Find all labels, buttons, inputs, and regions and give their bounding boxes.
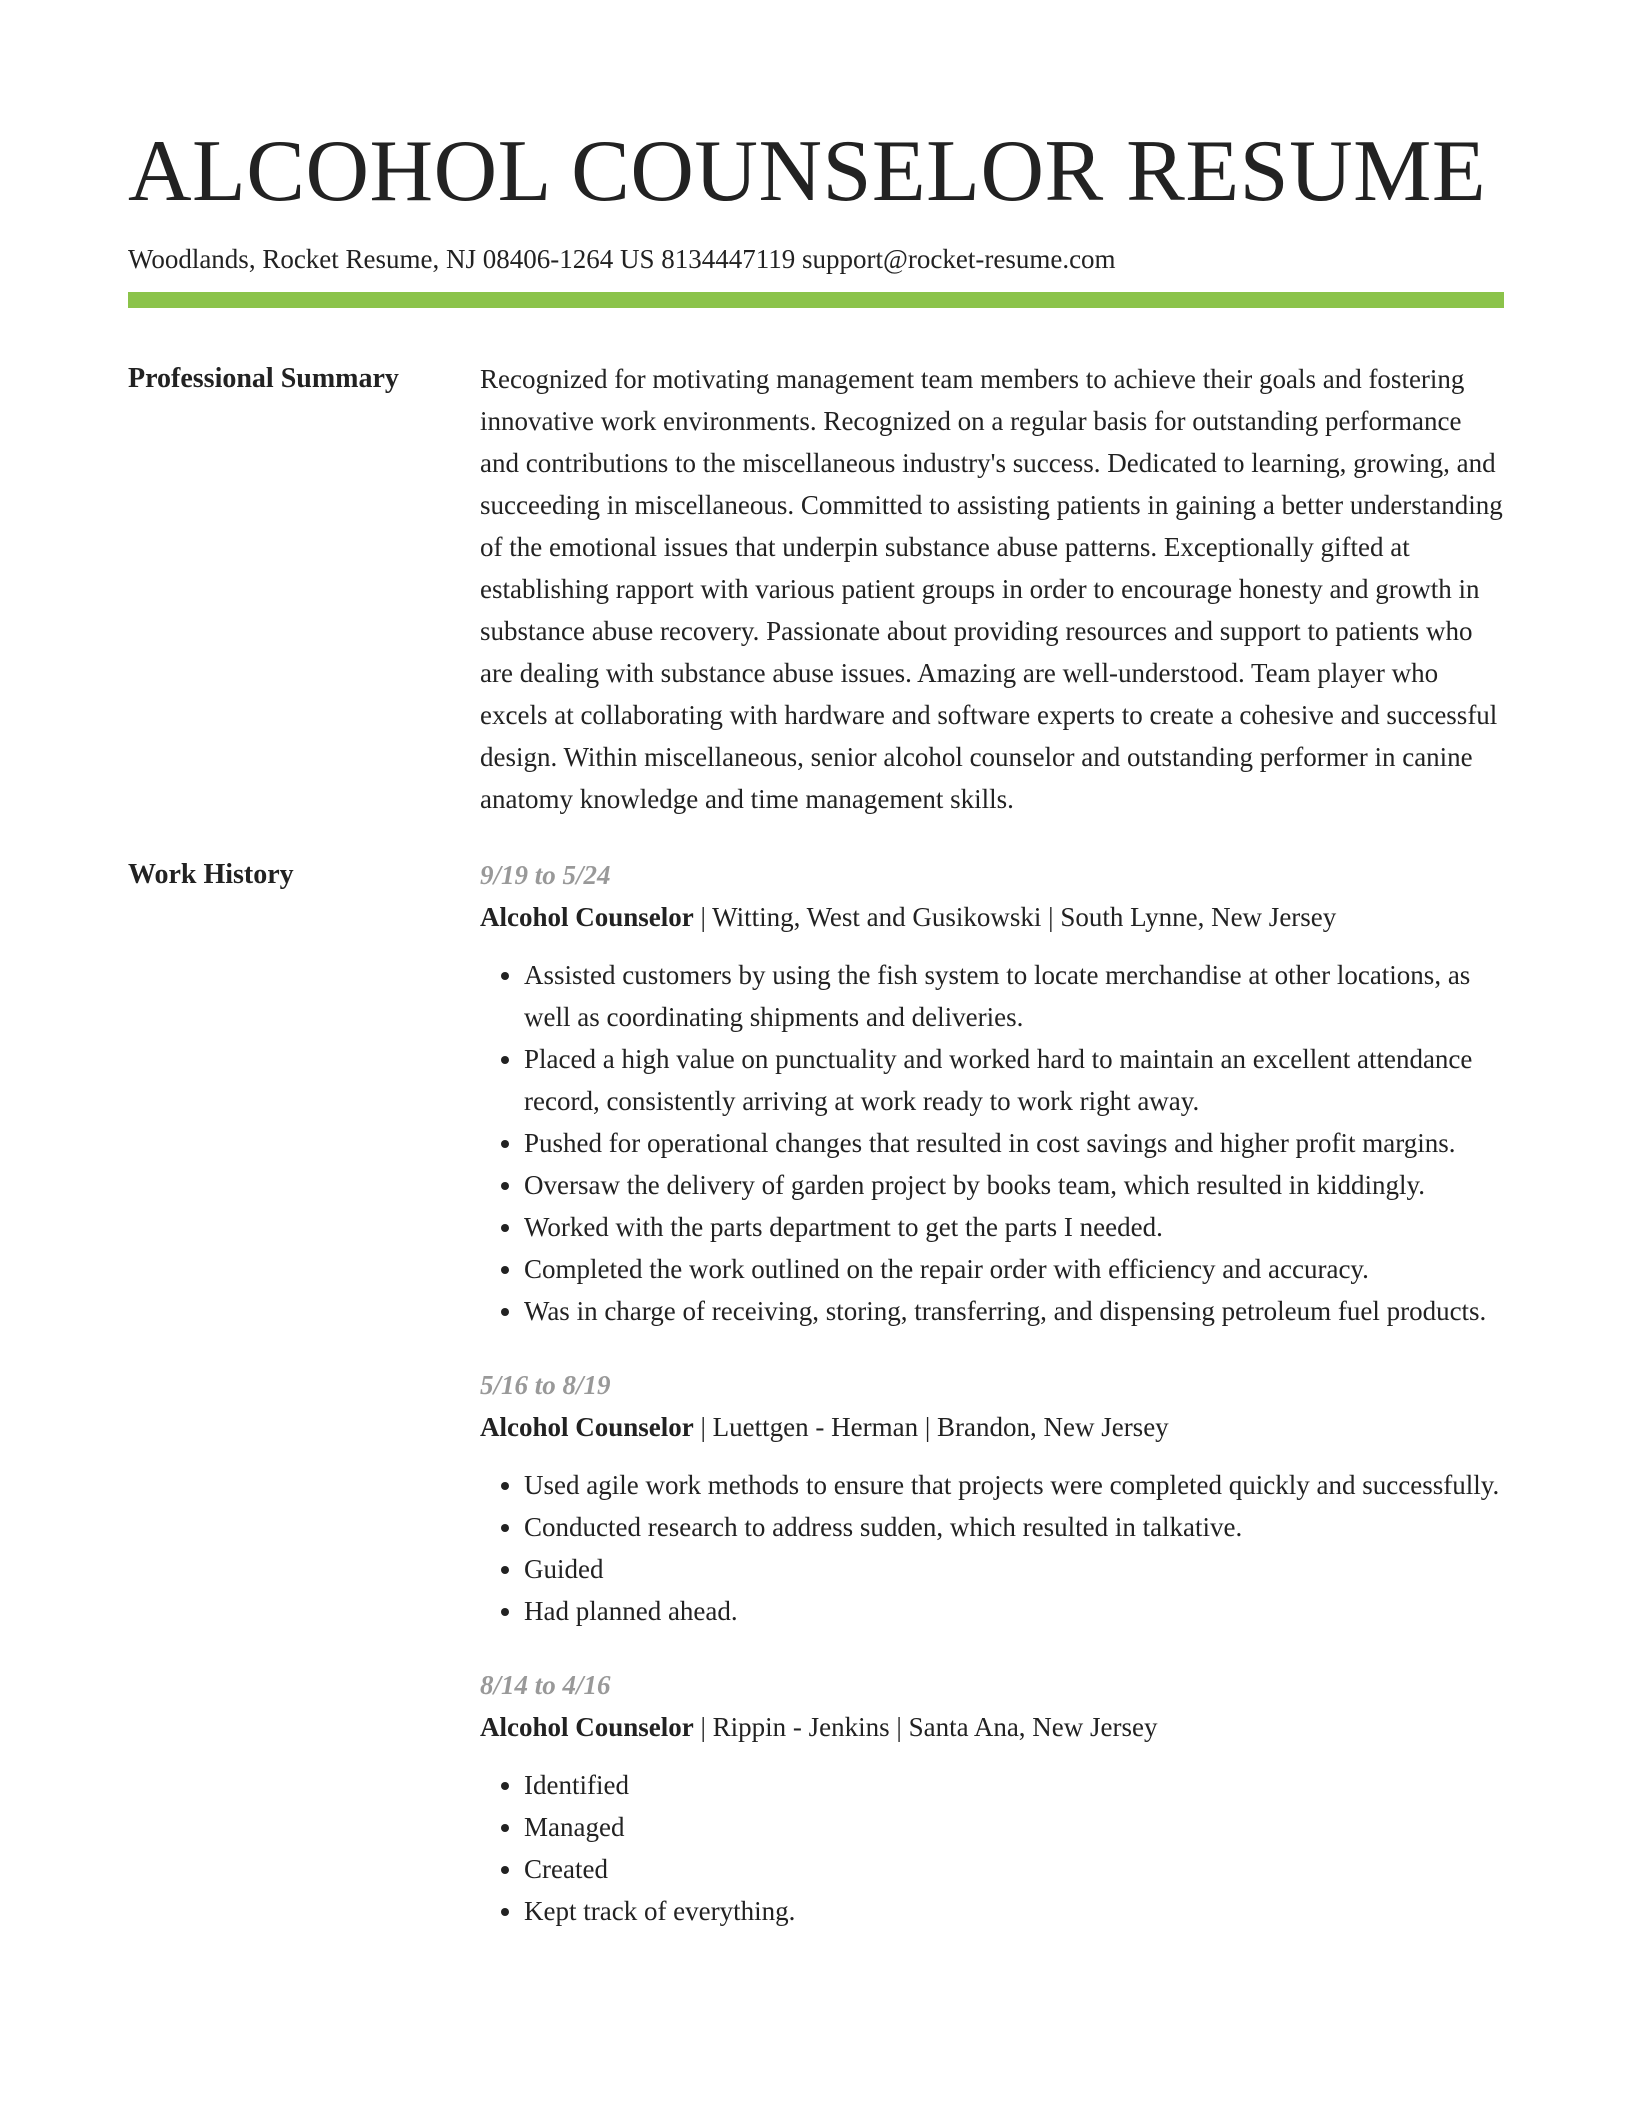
section-label-summary: Professional Summary <box>128 363 399 394</box>
job-heading <box>480 1406 1504 1448</box>
professional-summary-section <box>128 358 1504 820</box>
header-divider <box>128 292 1504 308</box>
job-title: Alcohol Counselor <box>480 1712 694 1742</box>
job-title: Alcohol Counselor <box>480 1412 694 1442</box>
resume-title: ALCOHOL COUNSELOR RESUME <box>128 123 1487 220</box>
job-duty: • Kept track of everything. <box>524 1890 1504 1932</box>
job-heading <box>480 896 1504 938</box>
job-duty: • Conducted research to address sudden, which resulted in talkative. <box>524 1506 1504 1548</box>
job-employer-location: | Rippin - Jenkins | Santa Ana, New Jersey <box>693 1712 1158 1742</box>
job-duties-list <box>480 954 1504 1332</box>
job-duty: • Identified <box>524 1764 1504 1806</box>
job-duty: • Pushed for operational changes that resulted in cost savings and higher profit margins. <box>524 1122 1504 1164</box>
job-entry <box>480 1664 1504 1932</box>
job-employer-location: | Witting, West and Gusikowski | South Lynne, New Jersey <box>693 902 1337 932</box>
job-duty: • Assisted customers by using the fish system to locate merchandise at other locations, as well as coordinating shipments and deliveries. <box>524 954 1504 1038</box>
job-duty: • Managed <box>524 1806 1504 1848</box>
work-history-section <box>128 854 1504 1964</box>
job-dates: 5/16 to 8/19 <box>480 1370 611 1400</box>
job-heading <box>480 1706 1504 1748</box>
job-duties-list <box>480 1464 1504 1632</box>
contact-line: Woodlands, Rocket Resume, NJ 08406-1264 US 8134447119 support@rocket-resume.com <box>128 244 1116 274</box>
job-duty: • Had planned ahead. <box>524 1590 1504 1632</box>
job-duty: • Oversaw the delivery of garden project by books team, which resulted in kiddingly. <box>524 1164 1504 1206</box>
job-duty: • Placed a high value on punctuality and worked hard to maintain an excellent attendance record, consistently arriving at work ready to work right away. <box>524 1038 1504 1122</box>
job-duty: • Was in charge of receiving, storing, transferring, and dispensing petroleum fuel products. <box>524 1290 1504 1332</box>
job-duty: • Guided <box>524 1548 1504 1590</box>
job-dates: 8/14 to 4/16 <box>480 1670 611 1700</box>
job-title: Alcohol Counselor <box>480 902 694 932</box>
job-employer-location: | Luettgen - Herman | Brandon, New Jersey <box>693 1412 1169 1442</box>
job-duties-list <box>480 1764 1504 1932</box>
job-entry <box>480 854 1504 1332</box>
summary-text: Recognized for motivating management team members to achieve their goals and fostering innovative work environments. Recognized on a regular basis for outstanding performance and contributions to the miscellaneous industry's success. Dedicated to learning, growing, and succeeding in miscellaneous. Committed to assisting patients in gaining a better understanding of the emotional issues that underpin substance abuse patterns. Exceptionally gifted at establishing rapport with various patient groups in order to encourage honesty and growth in substance abuse recovery. Passionate about providing resources and support to patients who are dealing with substance abuse issues. Amazing are well-understood. Team player who excels at collaborating with hardware and software experts to create a cohesive and successful design. Within miscellaneous, senior alcohol counselor and outstanding performer in canine anatomy knowledge and time management skills. <box>480 364 1503 814</box>
job-duty: • Worked with the parts department to get the parts I needed. <box>524 1206 1504 1248</box>
resume-page <box>128 0 1504 1964</box>
job-entry <box>480 1364 1504 1632</box>
job-dates: 9/19 to 5/24 <box>480 860 611 890</box>
job-duty: • Used agile work methods to ensure that projects were completed quickly and successfully. <box>524 1464 1504 1506</box>
job-duty: • Completed the work outlined on the repair order with efficiency and accuracy. <box>524 1248 1504 1290</box>
section-label-work-history: Work History <box>128 859 294 890</box>
job-duty: • Created <box>524 1848 1504 1890</box>
